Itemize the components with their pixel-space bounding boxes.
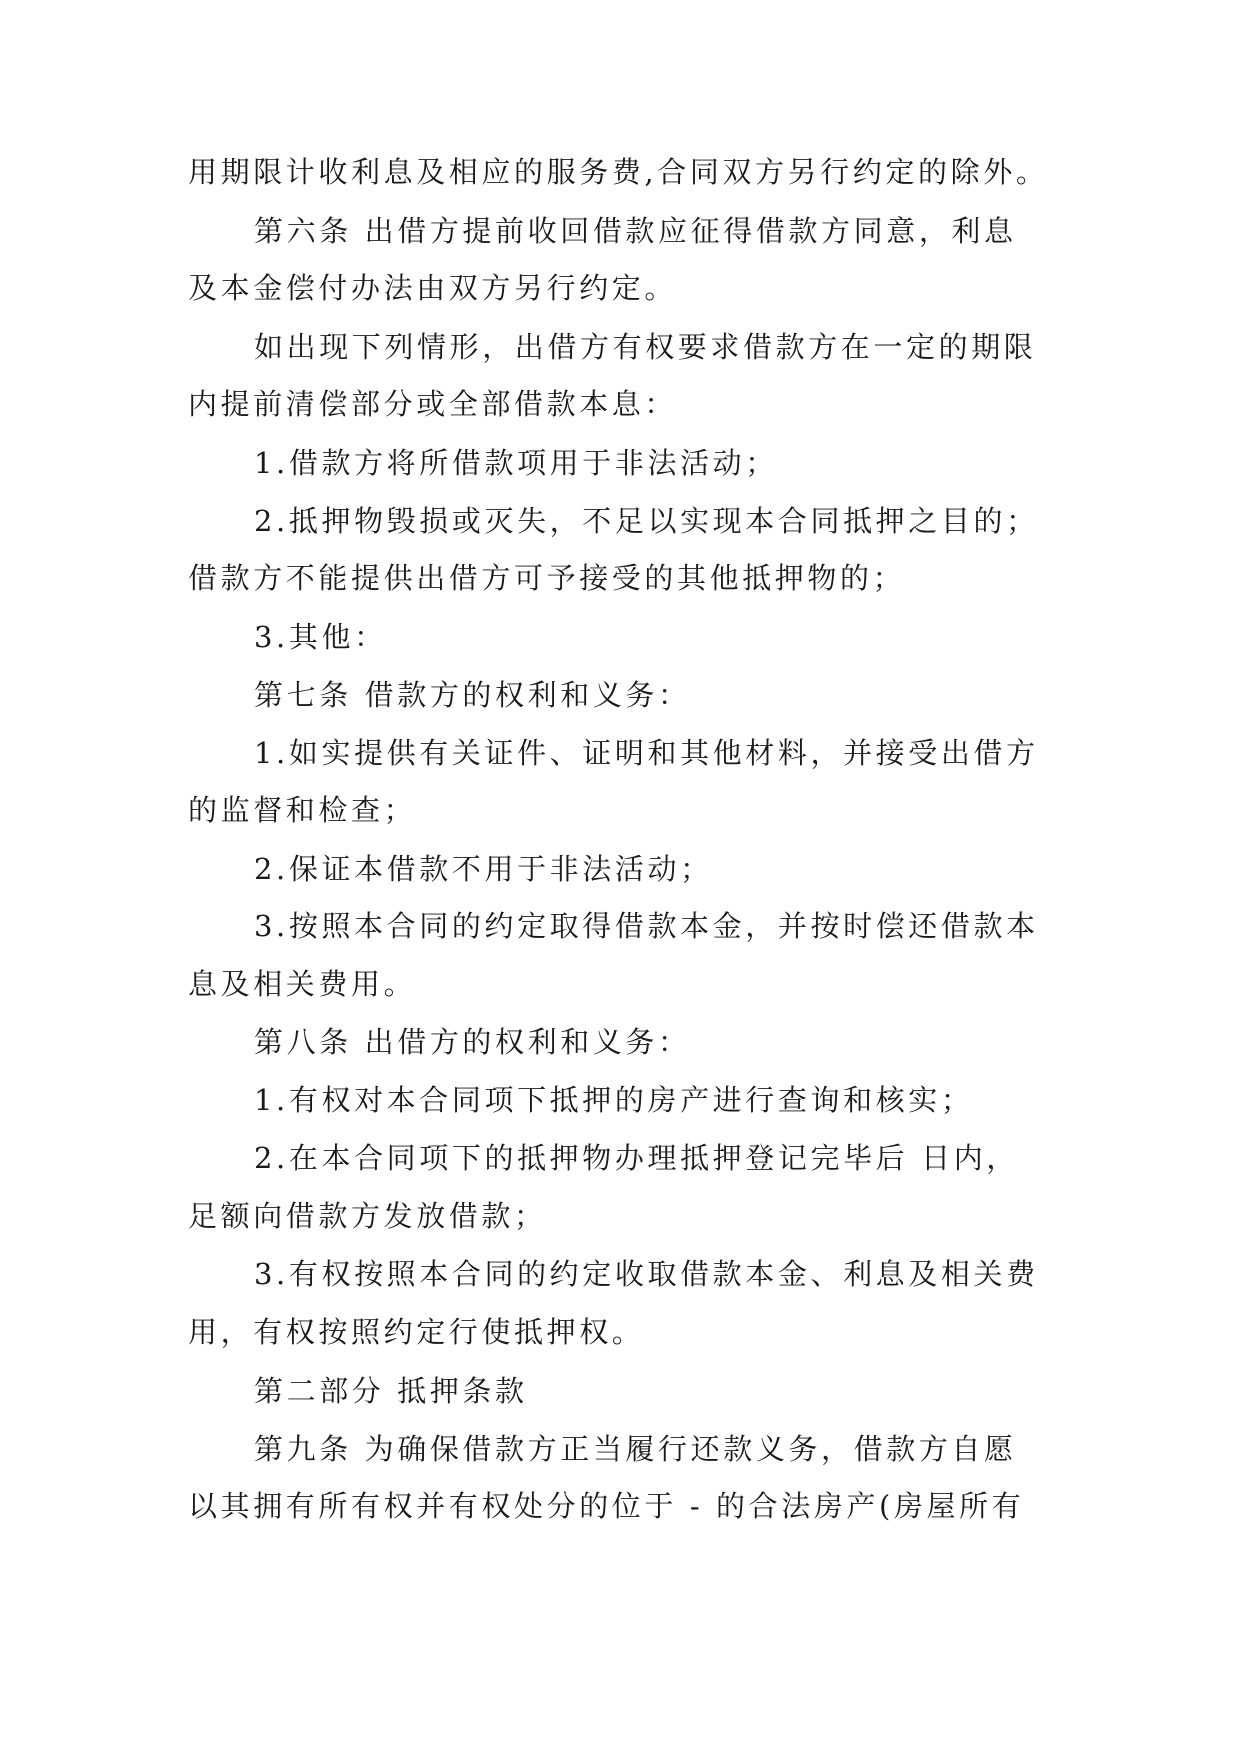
text-line-12: 的监督和检查；	[188, 793, 417, 827]
text-line-4: 如出现下列情形，出借方有权要求借款方在一定的期限	[254, 330, 1037, 364]
text-line-14: 3.按照本合同的约定取得借款本金，并按时偿还借款本	[254, 909, 1039, 943]
text-line-1: 用期限计收利息及相应的服务费,合同双方另行约定的除外。	[188, 155, 1049, 189]
text-line-24: 以其拥有所有权并有权处分的位于 - 的合法房产(房屋所有	[188, 1489, 1025, 1523]
text-line-23: 第九条 为确保借款方正当履行还款义务，借款方自愿	[254, 1432, 1017, 1466]
text-line-13: 2.保证本借款不用于非法活动；	[254, 852, 713, 886]
text-line-17: 1.有权对本合同项下抵押的房产进行查询和核实；	[254, 1083, 974, 1117]
text-line-20: 3.有权按照本合同的约定收取借款本金、利息及相关费	[254, 1257, 1039, 1291]
text-line-16: 第八条 出借方的权利和义务：	[254, 1025, 691, 1059]
text-line-18: 2.在本合同项下的抵押物办理抵押登记完毕后 日内，	[254, 1141, 1019, 1175]
text-line-15: 息及相关费用。	[188, 967, 417, 1001]
text-line-21: 用，有权按照约定行使抵押权。	[188, 1315, 645, 1349]
text-line-11: 1.如实提供有关证件、证明和其他材料，并接受出借方	[254, 736, 1039, 770]
section-heading: 第二部分 抵押条款	[254, 1374, 528, 1408]
text-line-9: 3.其他：	[254, 620, 387, 654]
text-line-2: 第六条 出借方提前收回借款应征得借款方同意，利息	[254, 214, 1017, 248]
text-line-6: 1.借款方将所借款项用于非法活动；	[254, 446, 778, 480]
text-line-10: 第七条 借款方的权利和义务：	[254, 678, 691, 712]
text-line-8: 借款方不能提供出借方可予接受的其他抵押物的；	[188, 561, 906, 595]
text-line-5: 内提前清偿部分或全部借款本息：	[188, 387, 678, 421]
text-line-19: 足额向借款方发放借款；	[188, 1199, 547, 1233]
text-line-3: 及本金偿付办法由双方另行约定。	[188, 271, 678, 305]
text-line-7: 2.抵押物毁损或灭失，不足以实现本合同抵押之目的；	[254, 504, 1039, 538]
